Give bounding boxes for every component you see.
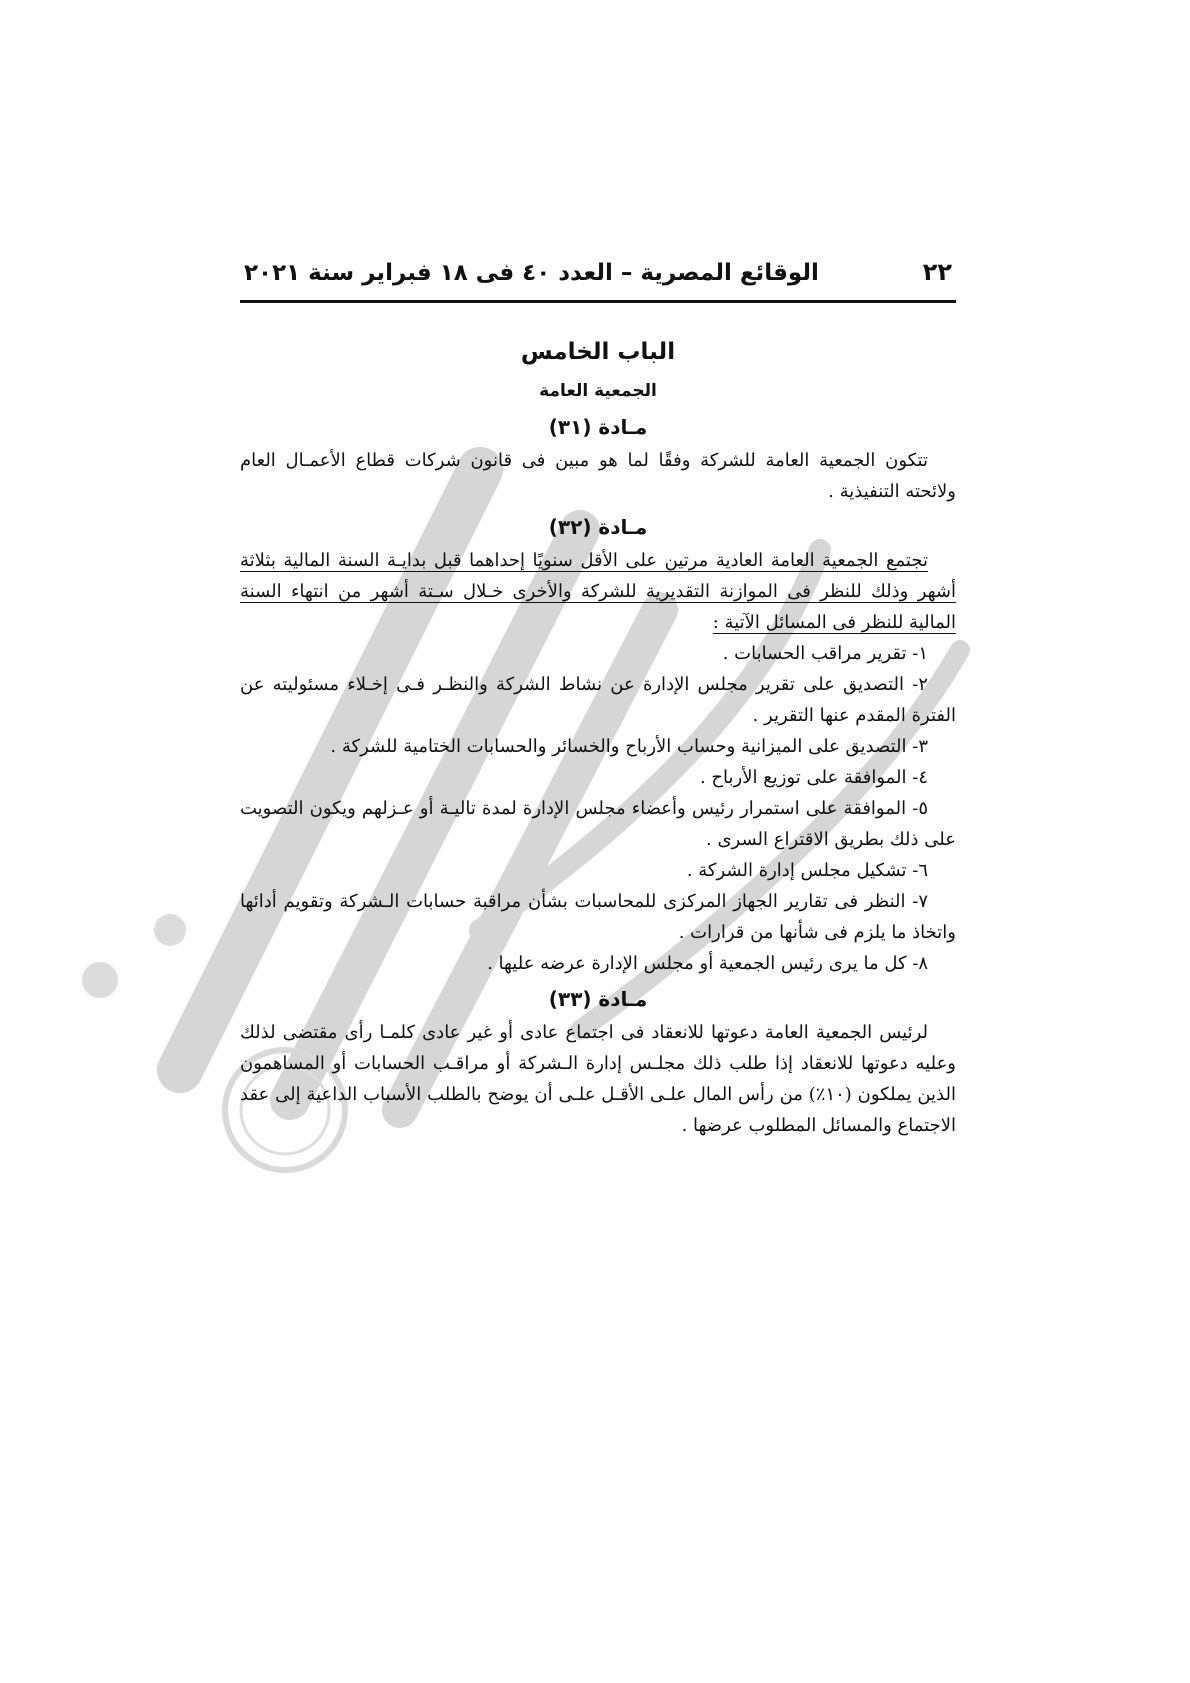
article-32-item-6: ٦- تشكيل مجلس إدارة الشركة . [686,860,928,881]
article-32-title: مـادة (٣٢) [548,515,648,539]
article-32-item-2: ٢- التصديق على تقرير مجلس الإدارة عن نشاط الشركة والنظـر فـى إخـلاء مسئوليته عن الفترة المقدم عنها التقرير . [240,674,956,726]
page-number: ٢٢ [922,258,952,286]
article-33-title: مـادة (٣٣) [548,987,648,1011]
article-32-item-1: ١- تقرير مراقب الحسابات . [722,643,928,664]
article-31-title: مـادة (٣١) [548,415,648,439]
article-32-item-5: ٥- الموافقة على استمرار رئيس وأعضاء مجلس الإدارة لمدة تاليـة أو عـزلهم ويكون التصويت على ذلك بطريق الاقتراع السرى . [240,798,956,850]
chapter-title: الباب الخامس [520,339,676,365]
page-header [240,258,956,303]
publication-title: الوقائع المصرية – العدد ٤٠ فى ١٨ فبراير سنة ٢٠٢١ [244,260,819,286]
article-32-item-8: ٨- كل ما يرى رئيس الجمعية أو مجلس الإدارة عرضه عليها . [487,953,928,974]
article-33-text: لرئيس الجمعية العامة دعوتها للانعقاد فى اجتماع عادى أو غير عادى كلمـا رأى مقتضى لذلك وعليه دعوتها للانعقاد إذا طلب ذلك مجلـس إدارة الـشركة أو مراقـب الحسابات أو المساهمون الذين يملكون (١٠٪) من رأس المال علـى الأقـل علـى أن يوضح بالطلب الأسباب الداعية إلى عقد الاجتماع والمسائل المطلوب عرضها . [240,1022,956,1136]
article-32-item-4: ٤- الموافقة على توزيع الأرباح . [699,767,928,788]
document-page [240,258,956,1141]
chapter-subtitle: الجمعية العامة [539,381,657,401]
article-32-item-3: ٣- التصديق على الميزانية وحساب الأرباح والخسائر والحسابات الختامية للشركة . [330,736,928,757]
article-31-text: تتكون الجمعية العامة للشركة وفقًا لما هو مبين فى قانون شركات قطاع الأعمـال العام ولائحته التنفيذية . [240,450,956,502]
article-32-item-7: ٧- النظر فى تقارير الجهاز المركزى للمحاسبات بشأن مراقبة حسابات الـشركة وتقويم أدائها واتخاذ ما يلزم فى شأنها من قرارات . [240,891,956,943]
article-32-intro: تجتمع الجمعية العامة العادية مرتين على الأقل سنويًا إحداهما قبل بدايـة السنة المالية بثلاثة أشهر وذلك للنظر فى الموازنة التقديرية للشركة والأخرى خـلال سـتة أشهر من انتهاء السنة المالية للنظر فى المسائل الآتية : [240,550,956,633]
